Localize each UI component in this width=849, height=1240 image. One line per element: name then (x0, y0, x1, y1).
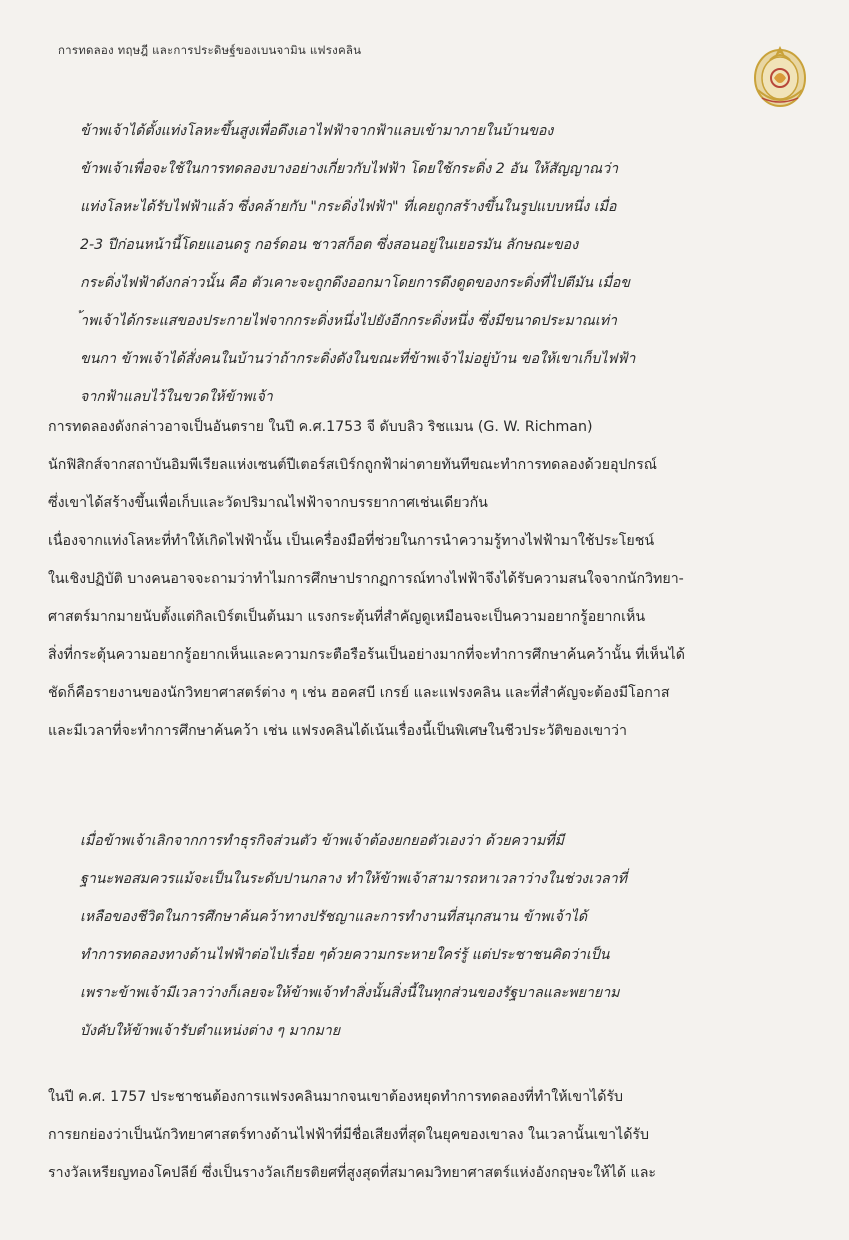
text-line: เพราะข้าพเจ้ามีเวลาว่างก็เลยจะให้ข้าพเจ้าทำสิ่งนั้นสิ่งนี้ในทุกส่วนของรัฐบาลและพยายาม (80, 985, 620, 1001)
text-line: การยกย่องว่าเป็นนักวิทยาศาสตร์ทางด้านไฟฟ้าที่มีชื่อเสียงที่สุดในยุคของเขาลง ในเวลานั้นเขาได้รับ (48, 1127, 650, 1143)
text-line: ข้าพเจ้าเพื่อจะใช้ในการทดลองบางอย่างเกี่ยวกับไฟฟ้า โดยใช้กระดิ่ง 2 อัน ให้สัญญาณว่า (80, 161, 619, 177)
text-line: เมื่อข้าพเจ้าเลิกจากการทำธุรกิจส่วนตัว ข้าพเจ้าต้องยกยอตัวเองว่า ด้วยความที่มี (80, 833, 565, 849)
text-line: รางวัลเหรียญทองโคปลีย์ ซึ่งเป็นรางวัลเกียรติยศที่สูงสุดที่สมาคมวิทยาศาสตร์แห่งอังกฤษจะให้ได้ และ (48, 1165, 657, 1181)
text-line: ข้าพเจ้าได้ตั้งแท่งโลหะขึ้นสูงเพื่อดึงเอาไฟฟ้าจากฟ้าแลบเข้ามาภายในบ้านของ (80, 123, 554, 139)
text-line: บังคับให้ข้าพเจ้ารับตำแหน่งต่าง ๆ มากมาย (80, 1023, 341, 1039)
text-line: ศาสตร์มากมายนับตั้งแต่กิลเบิร์ตเป็นต้นมา แรงกระตุ้นที่สำคัญดูเหมือนจะเป็นความอยากรู้อยากเห็น (48, 609, 646, 625)
quote-franklin-bells (80, 112, 770, 416)
text-line: กระดิ่งไฟฟ้าดังกล่าวนั้น คือ ตัวเคาะจะถูกดึงออกมาโดยการดึงดูดของกระดิ่งที่ไปตีมัน เมื่อข (80, 275, 630, 291)
text-line: ฐานะพอสมควรแม้จะเป็นในระดับปานกลาง ทำให้ข้าพเจ้าสามารถหาเวลาว่างในช่วงเวลาที่ (80, 871, 628, 887)
text-line: ในปี ค.ศ. 1757 ประชาชนต้องการแฟรงคลินมากจนเขาต้องหยุดทำการทดลองที่ทำให้เขาได้รับ (48, 1089, 624, 1105)
text-line: เหลือของชีวิตในการศึกษาค้นคว้าทางปรัชญาและการทำงานที่สนุกสนาน ข้าพเจ้าได้ (80, 909, 588, 925)
text-line: ขนกา ข้าพเจ้าได้สั่งคนในบ้านว่าถ้ากระดิ่งดังในขณะที่ข้าพเจ้าไม่อยู่บ้าน ขอให้เขาเก็บไฟฟ้า (80, 351, 636, 367)
paragraph-copley-medal (48, 1078, 808, 1192)
text-line: สิ่งที่กระตุ้นความอยากรู้อยากเห็นและความกระตือรือร้นเป็นอย่างมากที่จะทำการศึกษาค้นคว้านั้น ที่เห็นได้ (48, 647, 686, 663)
quote-franklin-autobiography (80, 822, 770, 1050)
text-line: ในเชิงปฏิบัติ บางคนอาจจะถามว่าทำไมการศึกษาปรากฏการณ์ทางไฟฟ้าจึงได้รับความสนใจจากนักวิทยา- (48, 571, 684, 587)
text-line: 2-3 ปีก่อนหน้านี้โดยแอนดรู กอร์ดอน ชาวสก็อต ซึ่งสอนอยู่ในเยอรมัน ลักษณะของ (80, 237, 579, 253)
paragraph-richman (48, 408, 808, 750)
text-line: การทดลองดังกล่าวอาจเป็นอันตราย ในปี ค.ศ.1753 จี ดับบลิว ริชแมน (G. W. Richman) (48, 419, 593, 435)
text-line: แท่งโลหะได้รับไฟฟ้าแล้ว ซึ่งคล้ายกับ "กระดิ่งไฟฟ้า" ที่เคยถูกสร้างขึ้นในรูปแบบหนึ่ง เมื่อ (80, 199, 617, 215)
text-line: จากฟ้าแลบไว้ในขวดให้ข้าพเจ้า (80, 389, 273, 405)
text-line: ชัดก็คือรายงานของนักวิทยาศาสตร์ต่าง ๆ เช่น ฮอคสบี เกรย์ และแฟรงคลิน และที่สำคัญจะต้องมีโอกาส (48, 685, 670, 701)
text-line: ทำการทดลองทางด้านไฟฟ้าต่อไปเรื่อย ๆด้วยความกระหายใคร่รู้ แต่ประชาชนคิดว่าเป็น (80, 947, 610, 963)
text-line: นักฟิสิกส์จากสถาบันอิมพีเรียลแห่งเซนต์ปีเตอร์สเบิร์กถูกฟ้าผ่าตายทันทีขณะทำการทดลองด้วยอุปกรณ์ (48, 457, 657, 473)
running-header: การทดลอง ทฤษฎี และการประดิษฐ์ของเบนจามิน แฟรงคลิน (58, 43, 362, 57)
royal-seal-emblem-icon (752, 40, 808, 110)
text-line: เนื่องจากแท่งโลหะที่ทำให้เกิดไฟฟ้านั้น เป็นเครื่องมือที่ช่วยในการนำความรู้ทางไฟฟ้ามาใช้ประโยชน์ (48, 533, 655, 549)
text-line: ้าพเจ้าได้กระแสของประกายไฟจากกระดิ่งหนึ่งไปยังอีกกระดิ่งหนึ่ง ซึ่งมีขนาดประมาณเท่า (80, 313, 618, 329)
text-line: ซึ่งเขาได้สร้างขึ้นเพื่อเก็บและวัดปริมาณไฟฟ้าจากบรรยากาศเช่นเดียวกัน (48, 495, 488, 511)
text-line: และมีเวลาที่จะทำการศึกษาค้นคว้า เช่น แฟรงคลินได้เน้นเรื่องนี้เป็นพิเศษในชีวประวัติของเขาว่า (48, 723, 627, 739)
